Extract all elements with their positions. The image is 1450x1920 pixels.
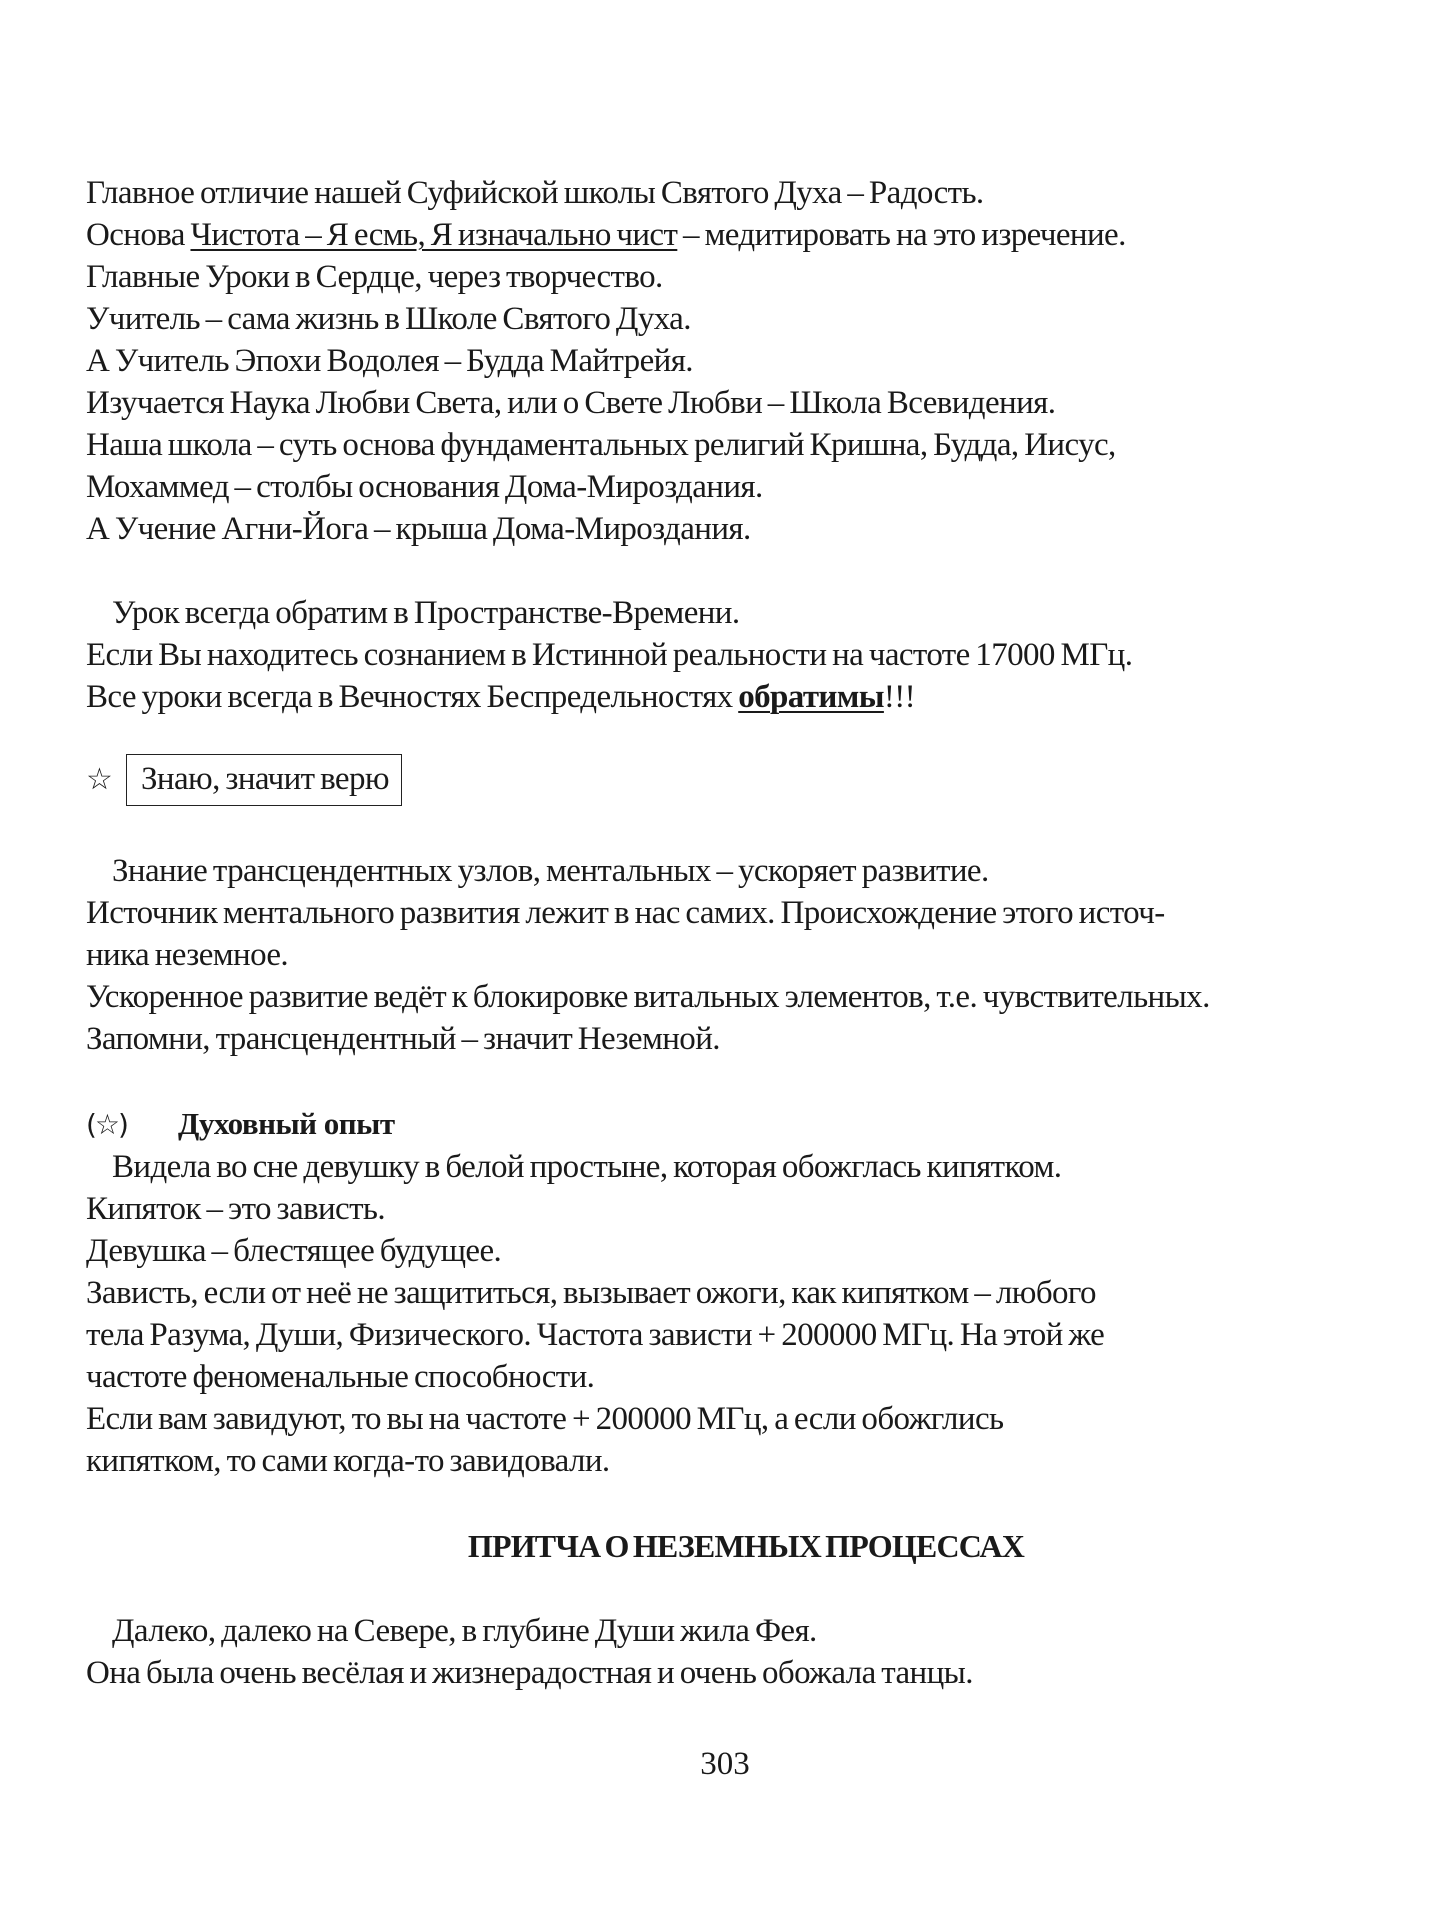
text-line: Если Вы находитесь сознанием в Истинной реальности на частоте 17000 МГц.	[86, 637, 1133, 673]
spacer	[86, 1060, 1346, 1102]
transcendent-paragraph	[86, 850, 1346, 1060]
text-line: Знание трансцендентных узлов, ментальных – ускоряет развитие.	[112, 853, 989, 889]
text-line: Ускоренное развитие ведёт к блокировке витальных элементов, т.е. чувствительных.	[86, 979, 1210, 1015]
boxed-title: Знаю, значит верю	[126, 754, 402, 806]
spacer	[86, 718, 1346, 748]
parable-section	[86, 1524, 1346, 1694]
text-span: !!!	[883, 679, 916, 715]
spacer	[86, 808, 1346, 850]
text-line: Главное отличие нашей Суфийской школы Святого Духа – Радость.	[86, 175, 984, 211]
star-icon: (☆)	[86, 1107, 127, 1141]
text-line: Наша школа – суть основа фундаментальных религий Кришна, Будда, Иисус,	[86, 427, 1116, 463]
text-line: Запомни, трансцендентный – значит Неземной.	[86, 1021, 720, 1057]
text-line: Если вам завидуют, то вы на частоте + 200000 МГц, а если обожглись	[86, 1401, 1004, 1437]
text-line: Зависть, если от неё не защититься, вызывает ожоги, как кипятком – любого	[86, 1275, 1096, 1311]
underlined-phrase: Чистота – Я есмь, Я изначально чист	[190, 217, 678, 253]
text-line: тела Разума, Души, Физического. Частота зависти + 200000 МГц. На этой же	[86, 1317, 1105, 1353]
emphasized-word: обратимы	[738, 679, 884, 715]
parable-heading: ПРИТЧА О НЕЗЕМНЫХ ПРОЦЕССАХ	[467, 1528, 1025, 1564]
text-line: Изучается Наука Любви Света, или о Свете Любви – Школа Всевидения.	[86, 385, 1056, 421]
spacer	[86, 550, 1346, 592]
boxed-section-header	[86, 752, 1346, 808]
section-title: Духовный опыт	[178, 1106, 395, 1141]
text-line: Видела во сне девушку в белой простыне, которая обожглась кипятком.	[112, 1149, 1062, 1185]
spacer	[86, 1482, 1346, 1524]
experience-section	[86, 1102, 1346, 1482]
text-line: Источник ментального развития лежит в нас самих. Происхождение этого источ-	[86, 895, 1165, 931]
text-line: Она была очень весёлая и жизнерадостная и очень обожала танцы.	[86, 1655, 973, 1691]
text-span: Основа	[86, 217, 191, 253]
text-line	[86, 214, 1346, 256]
text-line: Главные Уроки в Сердце, через творчество.	[86, 259, 663, 295]
experience-header	[86, 1102, 1346, 1146]
lesson-paragraph	[86, 592, 1346, 718]
text-line: А Учение Агни-Йога – крыша Дома-Мироздания.	[86, 511, 751, 547]
text-line: Мохаммед – столбы основания Дома-Мироздания.	[86, 469, 763, 505]
intro-paragraph	[86, 172, 1346, 550]
text-line: Кипяток – это зависть.	[86, 1191, 386, 1227]
text-line: Девушка – блестящее будущее.	[86, 1233, 502, 1269]
text-line: Далеко, далеко на Севере, в глубине Души жила Фея.	[112, 1613, 817, 1649]
text-line: Урок всегда обратим в Пространстве-Времени.	[112, 595, 740, 631]
text-line: ника неземное.	[86, 937, 289, 973]
star-icon: ☆	[86, 762, 113, 797]
text-line: частоте феноменальные способности.	[86, 1359, 595, 1395]
text-line: кипятком, то сами когда-то завидовали.	[86, 1443, 610, 1479]
text-span: Все уроки всегда в Вечностях Беспредельностях	[86, 679, 739, 715]
page-number: 303	[700, 1746, 750, 1782]
text-line: Учитель – сама жизнь в Школе Святого Духа.	[86, 301, 691, 337]
page-content	[86, 172, 1346, 1694]
spacer	[86, 1568, 1346, 1610]
text-span: – медитировать на это изречение.	[677, 217, 1126, 253]
text-line: А Учитель Эпохи Водолея – Будда Майтрейя.	[86, 343, 693, 379]
text-line	[86, 676, 1346, 718]
